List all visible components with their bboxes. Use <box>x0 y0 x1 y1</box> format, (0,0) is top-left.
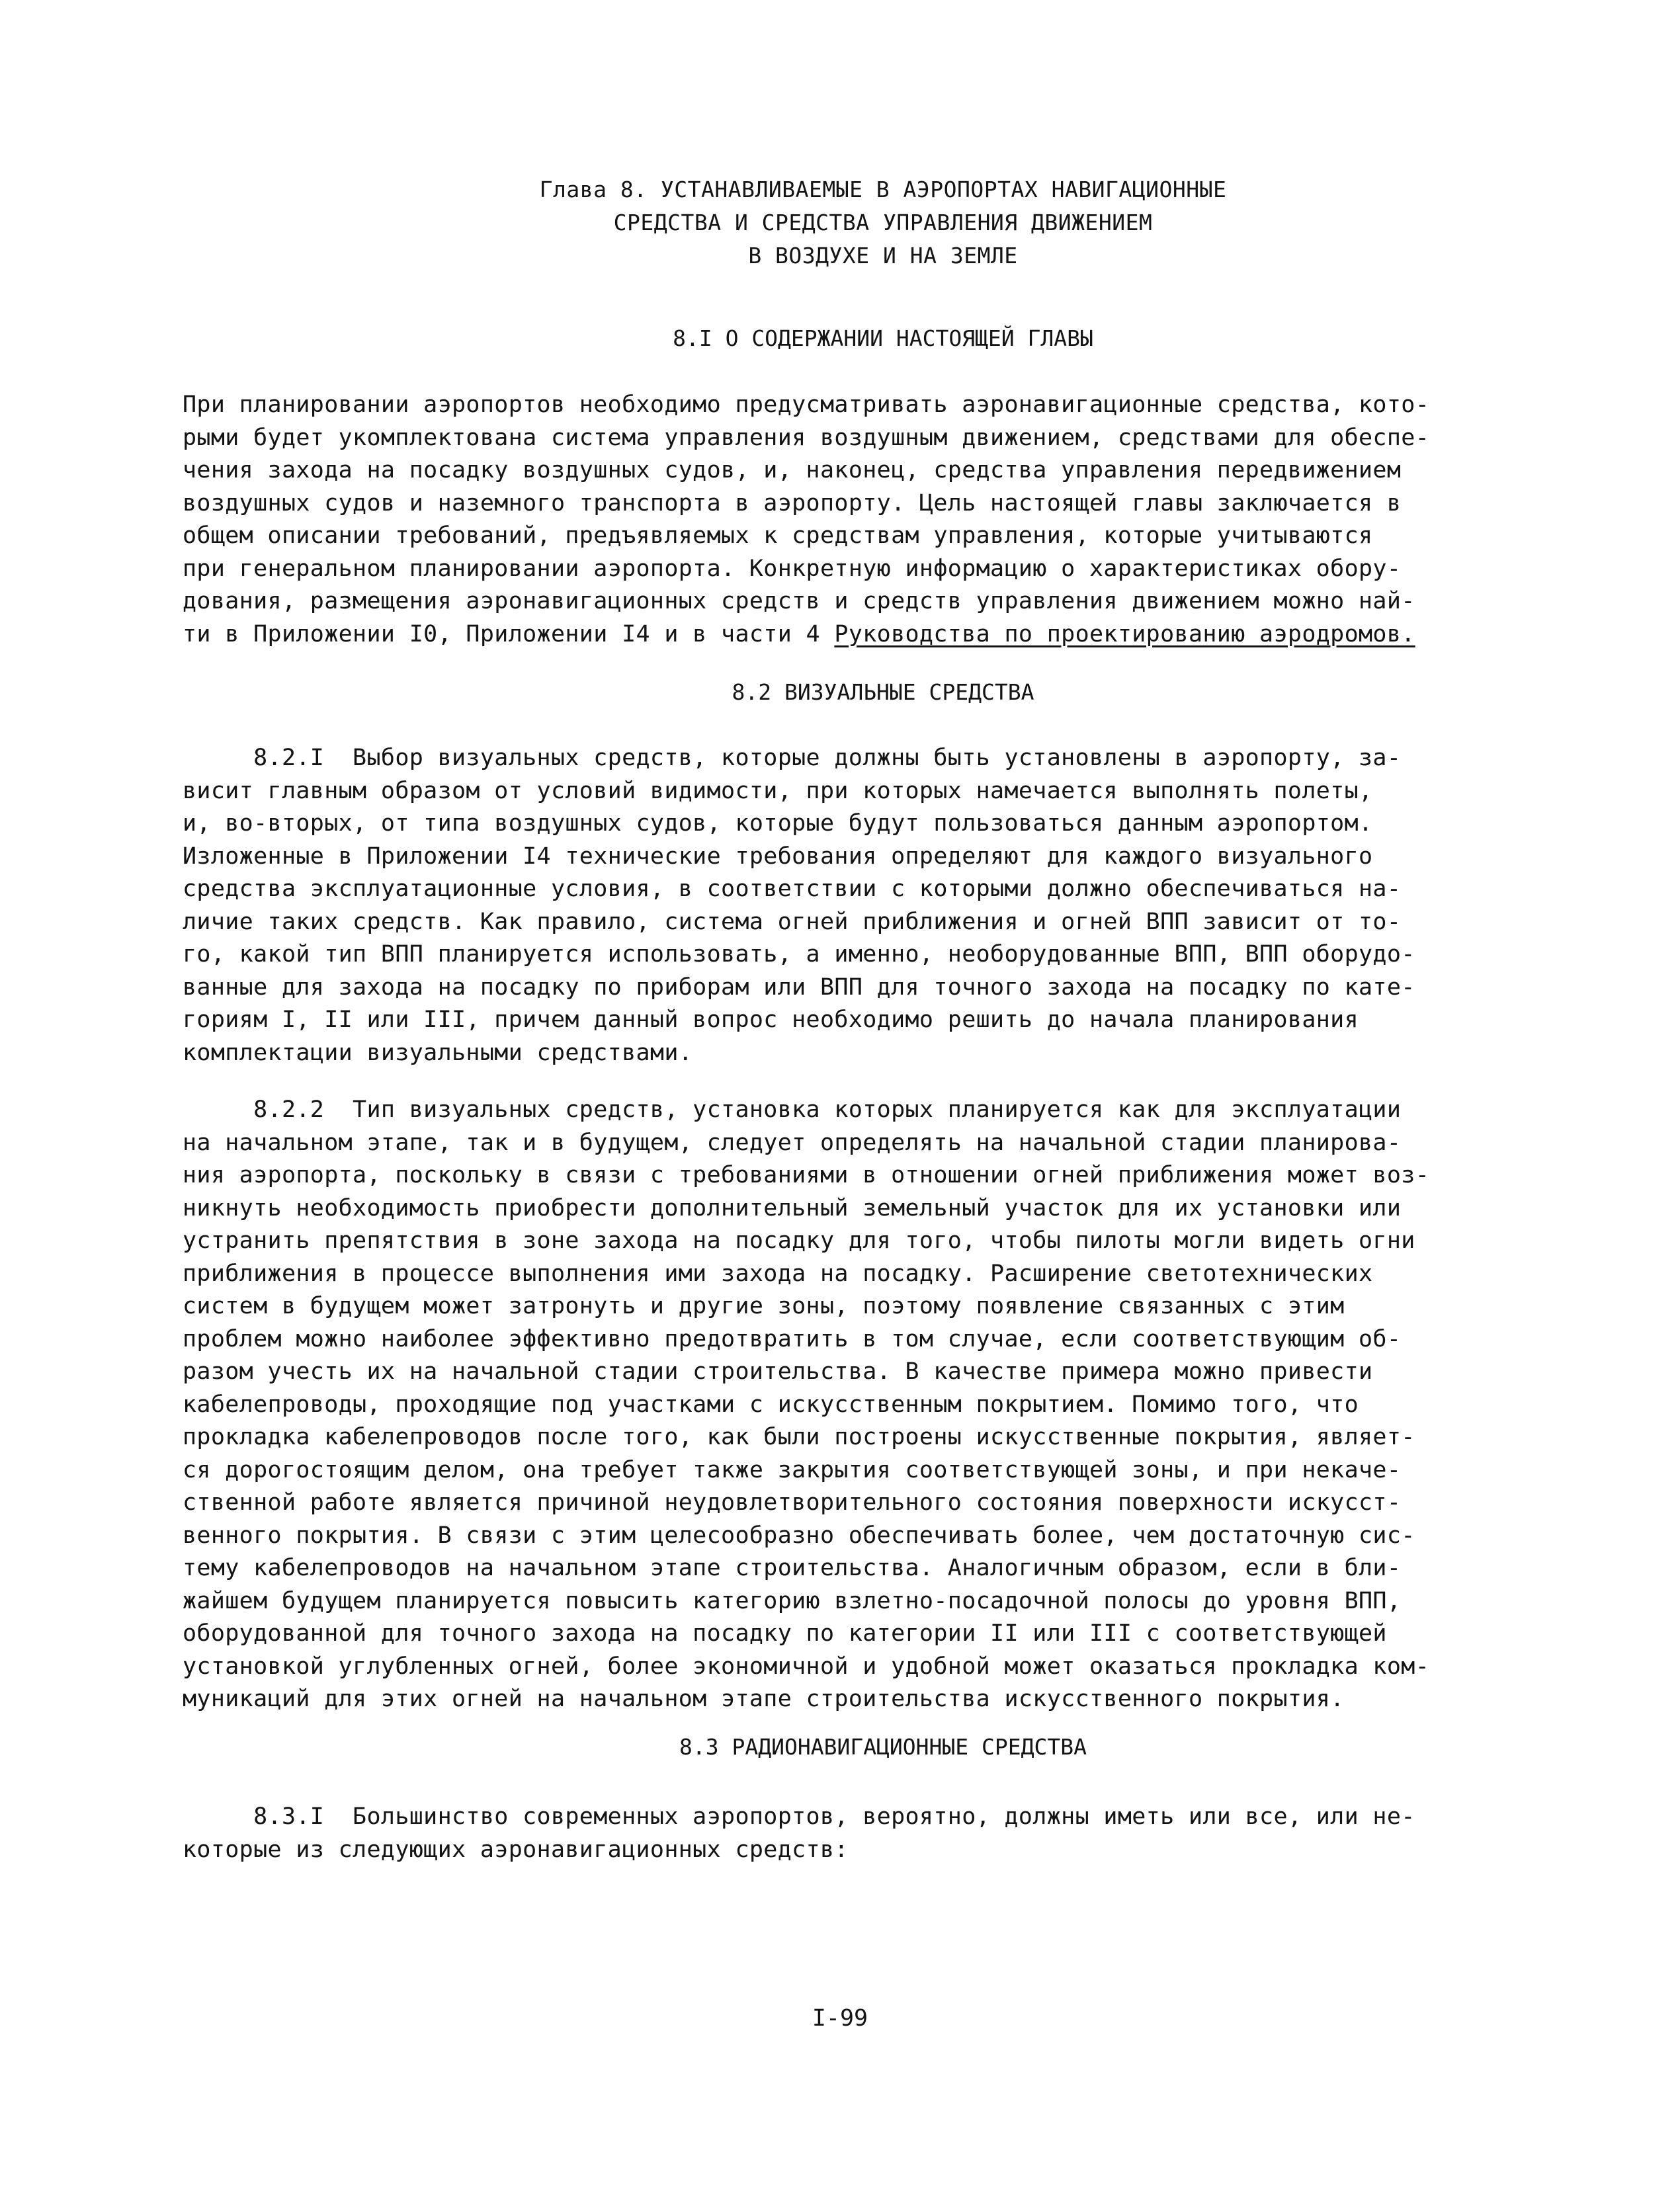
text-line: ся дорогостоящим делом, она требует также закрытия соответствующей зоны, и при некаче- <box>183 1456 1402 1483</box>
section-8-1-heading: 8.I О СОДЕРЖАНИИ НАСТОЯЩЕЙ ГЛАВЫ <box>673 325 1093 351</box>
chapter-title-line: СРЕДСТВА И СРЕДСТВА УПРАВЛЕНИЯ ДВИЖЕНИЕМ <box>613 210 1153 235</box>
text-line: которые из следующих аэронавигационных средств: <box>183 1836 849 1863</box>
text-line: дования, размещения аэронавигационных средств и средств управления движением можно най- <box>183 588 1415 614</box>
text-line: 8.2.2 Тип визуальных средств, установка которых планируется как для эксплуатации <box>183 1096 1402 1123</box>
text-line: 8.3.I Большинство современных аэропортов, вероятно, должны иметь или все, или не- <box>183 1803 1415 1830</box>
paragraph-8-3-1 <box>183 1801 1591 1866</box>
text-line: установкой углубленных огней, более экономичной и удобной может оказаться прокладка ком- <box>183 1653 1430 1680</box>
text-line: ванные для захода на посадку по приборам или ВПП для точного захода на посадку по кате- <box>183 973 1415 1001</box>
text-line: ния аэропорта, поскольку в связи с требованиями в отношении огней приближения может воз- <box>183 1162 1430 1188</box>
text-line-prefix: ти в Приложении I0, Приложении I4 и в части 4 <box>183 620 835 647</box>
section-8-1-paragraph <box>183 389 1591 651</box>
text-line: муникаций для этих огней на начальном этапе строительства искусственного покрытия. <box>183 1686 1345 1712</box>
chapter-title-line: В ВОЗДУХЕ И НА ЗЕМЛЕ <box>748 243 1018 268</box>
text-line: устранить препятствия в зоне захода на посадку для того, чтобы пилоты могли видеть огни <box>183 1227 1415 1254</box>
text-line: и, во-вторых, от типа воздушных судов, которые будут пользоваться данным аэропортом. <box>183 810 1373 837</box>
text-line: чения захода на посадку воздушных судов, и, наконец, средства управления передвижением <box>183 457 1402 483</box>
page-number: I-99 <box>812 2005 868 2032</box>
text-line <box>183 618 1591 651</box>
text-line: разом учесть их на начальной стадии строительства. В качестве примера можно привести <box>183 1358 1373 1385</box>
text-line: при генеральном планировании аэропорта. Конкретную информацию о характеристиках обору- <box>183 555 1402 582</box>
paragraph-8-2-1 <box>183 742 1591 1069</box>
text-line: приближения в процессе выполнения ими захода на посадку. Расширение светотехнических <box>183 1260 1373 1287</box>
text-line: венного покрытия. В связи с этим целесообразно обеспечивать более, чем достаточную сис- <box>183 1522 1415 1549</box>
text-line: При планировании аэропортов необходимо предусматривать аэронавигационные средства, кото- <box>183 392 1430 418</box>
text-line: жайшем будущем планируется повысить категорию взлетно-посадочной полосы до уровня ВПП, <box>183 1587 1402 1614</box>
text-line: тему кабелепроводов на начальном этапе строительства. Аналогичным образом, если в бли- <box>183 1555 1402 1581</box>
text-line: проблем можно наиболее эффективно предотвратить в том случае, если соответствующим об- <box>183 1325 1402 1352</box>
chapter-title-line: Глава 8. УСТАНАВЛИВАЕМЫЕ В АЭРОПОРТАХ НАВИГАЦИОННЫЕ <box>539 177 1227 202</box>
text-line: средства эксплуатационные условия, в соответствии с которыми должно обеспечиваться на- <box>183 876 1402 902</box>
text-line: 8.2.I Выбор визуальных средств, которые должны быть установлены в аэропорту, за- <box>183 745 1402 771</box>
text-line: систем в будущем может затронуть и другие зоны, поэтому появление связанных с этим <box>183 1293 1345 1319</box>
section-8-2-heading: 8.2 ВИЗУАЛЬНЫЕ СРЕДСТВА <box>732 679 1034 705</box>
text-line: висит главным образом от условий видимости, при которых намечается выполнять полеты, <box>183 777 1373 804</box>
text-line: гориям I, II или III, причем данный вопрос необходимо решить до начала планирования <box>183 1007 1359 1033</box>
text-line: рыми будет укомплектована система управления воздушным движением, средствами для обеспе- <box>183 424 1430 451</box>
text-line: го, какой тип ВПП планируется использовать, а именно, необорудованные ВПП, ВПП оборудо- <box>183 941 1415 968</box>
text-line: никнуть необходимость приобрести дополнительный земельный участок для их установки или <box>183 1194 1402 1221</box>
text-line: прокладка кабелепроводов после того, как были построены искусственные покрытия, являет- <box>183 1424 1415 1450</box>
text-line: на начальном этапе, так и в будущем, следует определять на начальной стадии планирова- <box>183 1129 1402 1156</box>
text-line: ственной работе является причиной неудовлетворительного состояния поверхности искусст- <box>183 1489 1402 1516</box>
text-line: личие таких средств. Как правило, система огней приближения и огней ВПП зависит от то- <box>183 908 1402 935</box>
text-line: кабелепроводы, проходящие под участками с искусственным покрытием. Помимо того, что <box>183 1391 1359 1418</box>
text-line: общем описании требований, предъявляемых к средствам управления, которые учитываются <box>183 522 1373 549</box>
document-reference-link: Руководства по проектированию аэродромов. <box>834 620 1415 647</box>
text-line: Изложенные в Приложении I4 технические требования определяют для каждого визуального <box>183 843 1373 870</box>
text-line: оборудованной для точного захода на посадку по категории II или III с соответствующей <box>183 1620 1387 1647</box>
text-line: воздушных судов и наземного транспорта в аэропорту. Цель настоящей главы заключается в <box>183 489 1402 516</box>
paragraph-8-2-2 <box>183 1094 1591 1716</box>
chapter-title <box>370 173 1396 272</box>
text-line: комплектации визуальными средствами. <box>183 1039 693 1066</box>
section-8-3-heading: 8.3 РАДИОНАВИГАЦИОННЫЕ СРЕДСТВА <box>679 1734 1087 1760</box>
